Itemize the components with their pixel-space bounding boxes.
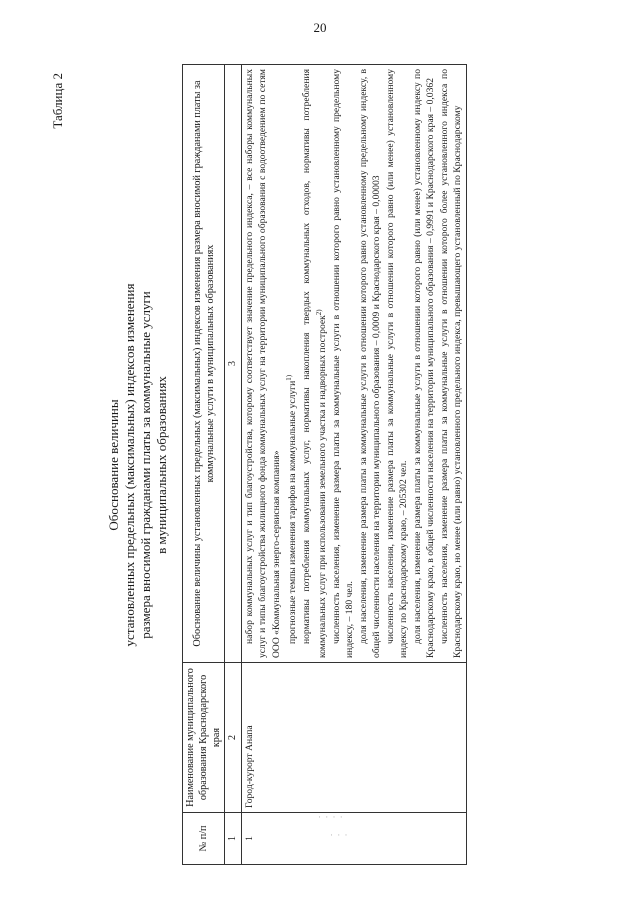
justification-paragraph — [300, 69, 330, 658]
rotated-table-page — [50, 65, 610, 865]
justification-table — [182, 64, 467, 865]
column-number: 2 — [225, 663, 242, 813]
table-header-row — [183, 65, 225, 865]
scan-margin-mark: · · · — [330, 830, 349, 840]
row-number: 1 — [241, 813, 466, 865]
column-number-row — [225, 65, 242, 865]
justification-paragraph: набор коммунальных услуг и тип благоустройства, которому соответствует значение предельного индекса, – все наборы коммунальных услуг и типы благоустройства жилищного фонда коммунальных услуг на территории муниципального образования с водоотведением по сетям ООО «Коммунальная энерго-сервисная компания» — [243, 69, 282, 658]
justification-paragraph: численность населения, изменение размера платы за коммунальные услуги в отношении которого более установленного индекса по Краснодарскому краю, но менее (или равно) установленного предельного индекса, превышающего установленный по Краснодарскому — [438, 69, 464, 658]
table-heading — [106, 65, 170, 865]
header-municipality: Наименование муниципального образования Краснодарского края — [183, 663, 225, 813]
column-number: 1 — [225, 813, 242, 865]
footnote-mark: 1) — [285, 374, 293, 381]
justification-paragraph — [283, 69, 300, 658]
municipality-name: Город-курорт Анапа — [241, 663, 466, 813]
justification-paragraph: доля населения, изменение размера платы за коммунальные услуги в отношении которого равно (или менее) установленному индексу по Краснодарскому краю, в общей численности населения на территории муниципального образования – 0,9991 и Краснодарского края – 0,0362 — [411, 69, 437, 658]
justification-paragraph: доля населения, изменение размера платы за коммунальные услуги в отношении которого равно установленному предельному индексу, в общей численности населения на территории муниципального образования – 0,0009 и Краснодарского края – 0,00003 — [357, 69, 383, 658]
header-justification: Обоснование величины установленных предельных (максимальных) индексов изменения размера вносимой гражданами платы за коммунальные услуги в муниципальных образованиях — [183, 65, 225, 663]
justification-paragraph: численность населения, изменение размера платы за коммунальные услуги в отношении которого равно установленному предельному индексу, – 180 чел. — [330, 69, 356, 658]
header-number: № п/п — [183, 813, 225, 865]
table-row — [241, 65, 466, 865]
page-number: 20 — [313, 20, 327, 35]
footnote-mark: 2) — [315, 309, 324, 316]
column-number: 3 — [225, 65, 242, 663]
table-label: Таблица 2 — [50, 73, 65, 129]
heading-line: Обоснование величины — [106, 399, 121, 531]
paragraph-text: прогнозные темпы изменения тарифов на коммунальные услуги — [287, 380, 299, 644]
heading-line: установленных предельных (максимальных) индексов изменения — [122, 283, 137, 647]
justification-paragraph: численность населения, изменение размера платы за коммунальные услуги в отношении которого равно (или менее) установленному индексу по Краснодарскому краю, – 205302 чел. — [384, 69, 410, 658]
heading-line: размера вносимой гражданами платы за коммунальные услуги — [138, 291, 153, 639]
scan-margin-mark: · · · · — [318, 812, 344, 822]
justification-cell — [241, 65, 466, 663]
heading-line: в муниципальных образованиях — [154, 376, 169, 554]
paragraph-text: нормативы потребления коммунальных услуг, нормативы накопления твердых коммунальных отходов, нормативы потребления коммунальных услуг при использовании земельного участка и надворных построек — [300, 69, 329, 658]
